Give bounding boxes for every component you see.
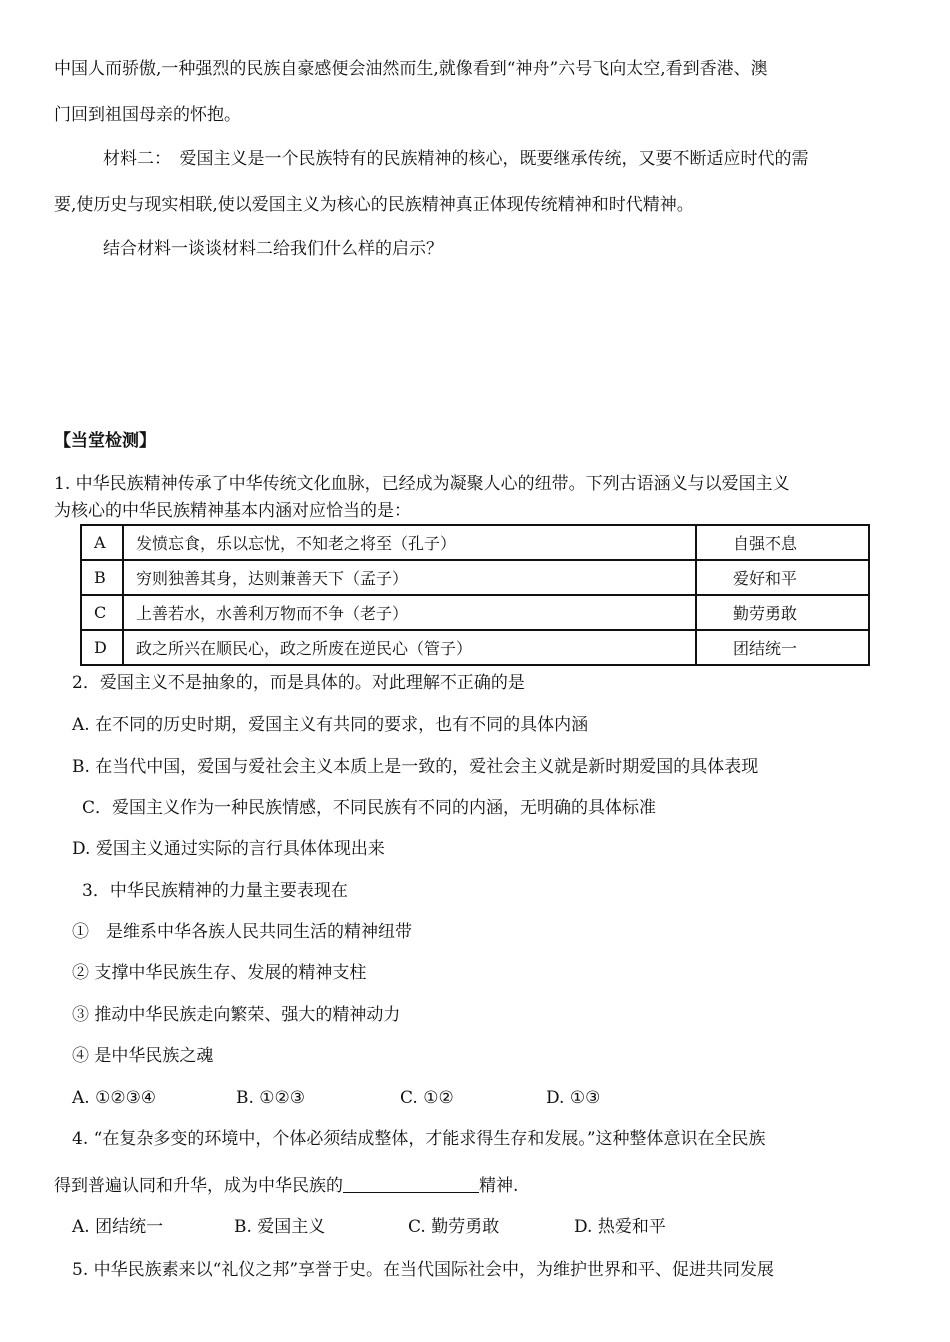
q4-text-before-blank: 得到普遍认同和升华，成为中华民族的 xyxy=(54,1176,343,1196)
q3-options xyxy=(72,1087,600,1109)
row-key: A xyxy=(81,525,123,560)
q2-option-b: B. 在当代中国，爱国与爱社会主义本质上是一致的，爱社会主义就是新时期爱国的具体表现 xyxy=(72,757,759,777)
q3-statement-1: ① 是维系中华各族人民共同生活的精神纽带 xyxy=(72,922,412,942)
intro-line-2: 门回到祖国母亲的怀抱。 xyxy=(54,105,241,125)
section-title: 【当堂检测】 xyxy=(54,431,156,451)
row-quote: 发愤忘食，乐以忘忧，不知老之将至（孔子） xyxy=(123,525,696,560)
q4-option-c: C. 勤劳勇敢 xyxy=(408,1217,500,1237)
table-row xyxy=(81,630,869,665)
row-key: D xyxy=(81,630,123,665)
discussion-question: 结合材料一谈谈材料二给我们什么样的启示？ xyxy=(103,239,443,259)
q3-statement-4: ④ 是中华民族之魂 xyxy=(72,1046,214,1066)
q2-stem: 2．爱国主义不是抽象的，而是具体的。对此理解不正确的是 xyxy=(72,673,525,693)
q4-stem-line-2 xyxy=(54,1175,518,1197)
row-quote: 政之所兴在顺民心，政之所废在逆民心（管子） xyxy=(123,630,696,665)
row-spirit: 自强不息 xyxy=(696,525,869,560)
row-quote: 穷则独善其身，达则兼善天下（孟子） xyxy=(123,560,696,595)
q4-stem-line-1: 4. “在复杂多变的环境中，个体必须结成整体，才能求得生存和发展。”这种整体意识在全民族 xyxy=(72,1129,766,1149)
q4-answer-blank xyxy=(343,1176,479,1193)
row-spirit: 爱好和平 xyxy=(696,560,869,595)
q4-option-d: D. 热爱和平 xyxy=(574,1217,666,1237)
q3-statement-2: ② 支撑中华民族生存、发展的精神支柱 xyxy=(72,963,367,983)
q4-text-after-blank: 精神. xyxy=(479,1176,519,1196)
q1-stem-line-2: 为核心的中华民族精神基本内涵对应恰当的是： xyxy=(54,501,411,521)
intro-line-1: 中国人而骄傲,一种强烈的民族自豪感便会油然而生,就像看到“神舟”六号飞向太空,看到香港、澳 xyxy=(54,59,768,79)
row-key: C xyxy=(81,595,123,630)
q5-stem-line-1: 5. 中华民族素来以“礼仪之邦”享誉于史。在当代国际社会中，为维护世界和平、促进共同发展 xyxy=(72,1260,775,1280)
q2-option-a: A. 在不同的历史时期，爱国主义有共同的要求，也有不同的具体内涵 xyxy=(72,715,589,735)
q2-option-c: C．爱国主义作为一种民族情感，不同民族有不同的内涵，无明确的具体标准 xyxy=(82,798,657,818)
table-row xyxy=(81,525,869,560)
table-row xyxy=(81,595,869,630)
row-spirit: 勤劳勇敢 xyxy=(696,595,869,630)
q3-option-d: D. ①③ xyxy=(546,1088,601,1108)
q3-option-a: A. ①②③④ xyxy=(72,1088,157,1108)
row-spirit: 团结统一 xyxy=(696,630,869,665)
row-quote: 上善若水，水善利万物而不争（老子） xyxy=(123,595,696,630)
material-two-line-1: 材料二： 爱国主义是一个民族特有的民族精神的核心，既要继承传统，又要不断适应时代的需 xyxy=(103,149,809,169)
q4-option-b: B. 爱国主义 xyxy=(234,1217,326,1237)
q4-options xyxy=(72,1216,666,1238)
q4-option-a: A. 团结统一 xyxy=(72,1217,164,1237)
q1-stem-line-1: 1. 中华民族精神传承了中华传统文化血脉，已经成为凝聚人心的纽带。下列古语涵义与以爱国主义 xyxy=(54,474,790,494)
material-two-line-2: 要,使历史与现实相联,使以爱国主义为核心的民族精神真正体现传统精神和时代精神。 xyxy=(54,195,694,215)
q2-option-d: D. 爱国主义通过实际的言行具体体现出来 xyxy=(72,839,385,859)
q3-statement-3: ③ 推动中华民族走向繁荣、强大的精神动力 xyxy=(72,1005,401,1025)
q3-stem: 3．中华民族精神的力量主要表现在 xyxy=(82,881,348,901)
table-row xyxy=(81,560,869,595)
q3-option-b: B. ①②③ xyxy=(236,1088,306,1108)
row-key: B xyxy=(81,560,123,595)
q1-table xyxy=(80,524,870,666)
q3-option-c: C. ①② xyxy=(400,1088,454,1108)
